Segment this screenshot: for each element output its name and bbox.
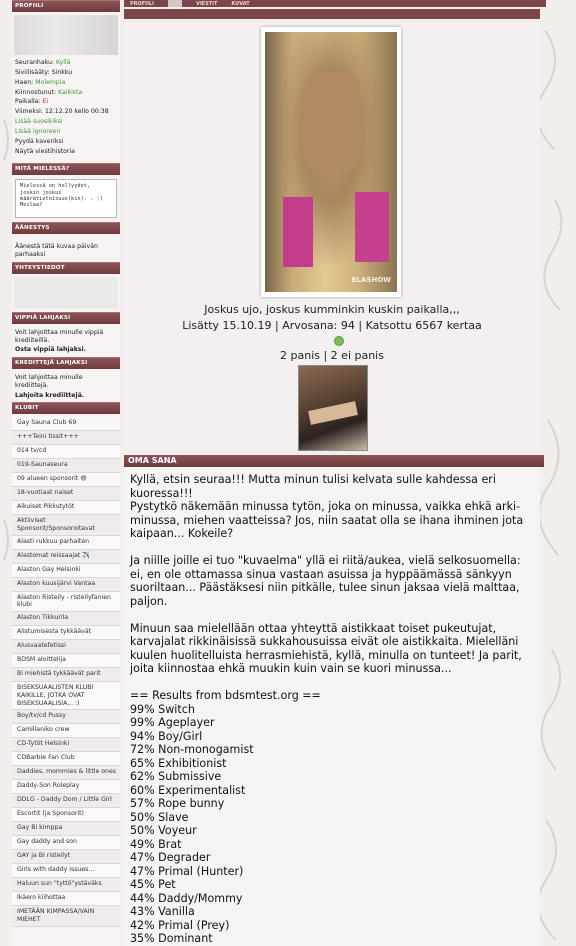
yhteystiedot-header: YHTEYSTIEDOT [12,262,120,274]
club-link[interactable]: Aktiiviset Sponsorit/Sponsoroitavat [12,515,120,536]
club-link[interactable]: BISEKSUAALISTEN KLUBI KAIKILLE, JOTKA OVAT BISEKSUAALISIA... :) [12,682,120,710]
club-link[interactable]: Alaston kuusijärvi Vantaa [12,578,120,592]
club-link[interactable]: BDSM aloittelija [12,654,120,668]
photo-image [265,32,397,292]
photo-watermark: BLASHOW [351,276,391,284]
vippi-link[interactable]: Osta vippiä lahjaksi. [15,346,86,354]
result-line: 99% Switch [130,702,195,716]
vippi-header: VIPPIÄ LAHJAKSI [12,312,120,324]
klubit-list [12,414,120,927]
oma-sana-paragraph: Minuun saa mielellään ottaa yhteyttä aistikkaat toiset pukeutujat, karvajalat rikkinäisissä sukkahousuissa eivät ole aistikkaita. Mielelläni kuulen huolitelluista herrasmiehistä, kyllä, minulla on tunteet! Ja parit, joita kiinnostaa ehkä muukin kuin vain se kuori minussa... [130,621,522,675]
info-row [15,69,117,77]
result-line: 43% Vanilla [130,905,195,918]
club-link[interactable]: 18-vuotiaat naiset [12,487,120,501]
caption-title: Joskus ujo, joskus kumminkin kuskin paikalla,,, [204,303,460,316]
oma-sana-body [124,467,540,946]
club-link[interactable]: Girls with daddy issues... [12,864,120,878]
result-line: 65% Exhibitionist [130,756,227,770]
oma-sana-paragraph: Kyllä, etsin seuraa!!! Mutta minun tulisi kelvata sulle kahdessa eri kuoressa!!! Pystytkö näkemään minussa tytön, joka on minussa, vaikka ehkä arki-minussa, miehen vaatteissa? Jos, niin saatat olla se ihana ihminen jota kaipaan... Kokeile? [130,473,524,540]
profile-actions [12,118,120,155]
nav-tab-profiili[interactable]: PROFIILI [130,0,154,7]
photo-thumbnail[interactable] [298,365,368,451]
photo-detail [283,197,313,267]
club-link[interactable]: +++Teini tissit+++ [12,431,120,445]
info-value: Kyllä [56,58,71,66]
results-list [130,703,534,946]
result-line: 42% Primal (Prey) [130,918,230,932]
club-link[interactable]: Alaston Gay Helsinki [12,564,120,578]
club-link[interactable]: Daddy-Son Roleplay [12,780,120,794]
kredit-link[interactable]: Lahjoita krediittejä. [15,391,85,399]
result-line: 60% Experimentalist [130,783,246,797]
club-link[interactable]: Alusvaatefetissi [12,640,120,654]
blurred-face [303,72,361,172]
panis-votes[interactable]: 2 panis | 2 ei panis [280,349,384,362]
club-link[interactable]: Gay Bi kimppa [12,822,120,836]
info-row [15,108,117,116]
nav-tab-viestit[interactable]: VIESTIT [195,0,218,7]
result-line: 47% Degrader [130,851,211,864]
result-line: 62% Submissive [130,770,222,783]
klubit-header: KLUBIT [12,402,120,414]
info-value: Kaikista [58,88,83,96]
club-link[interactable]: IMETÄÄN KIMPASSA/VAIN MIEHET [12,906,120,927]
result-line: 57% Rope bunny [130,797,225,810]
result-line: 49% Brat [130,837,182,851]
info-value: Ei [42,98,49,106]
club-link[interactable]: Alastomat reissaajat ✈️ [12,550,120,564]
club-link[interactable]: Haluun sun "tyttö"ystäväks [12,878,120,892]
result-line: 50% Voyeur [130,824,197,837]
photo-caption [124,302,540,334]
result-line: 50% Slave [130,810,189,824]
kredit-text: Voit lahjoittaa minulle krediittejä. [15,374,83,389]
oma-sana-paragraph: Ja niille joille ei tuo "kuvaelma" yllä ei riitä/aukea, vielä selkosuomella: ei, en ole ottamassa sinua vastaan asuissa ja hyppäämässä sänkyyn suoriltaan... Päästäksesi niin pitkälle, tulee sinun jaksaa vielä malttaa, paljon. [130,554,521,608]
photo-detail [355,192,389,262]
avatar[interactable] [14,15,118,55]
club-link[interactable]: Daddies, mommies & little ones [12,766,120,780]
thumb-detail [308,401,358,425]
yhteystiedot-box [14,277,118,309]
info-label: Seuranhaku: [15,58,55,66]
club-link[interactable]: Alaston Risteily - risteilyfanien klubi [12,592,120,613]
club-link[interactable]: Alistumisesta tykkäävät [12,626,120,640]
club-link[interactable]: CD-Tytöt Helsinki [12,738,120,752]
info-label: Paikalla: [15,98,41,106]
info-row [15,98,117,106]
online-dot-icon [334,336,344,346]
club-link[interactable]: Escortit (ja Sponsorit) [12,808,120,822]
sidebar [12,0,120,946]
club-link[interactable]: Ikäero kiihottaa [12,892,120,906]
result-line: 72% Non-monogamist [130,743,254,756]
result-line: 99% Ageplayer [130,716,215,729]
club-link[interactable]: Boy/tv/cd Pussy [12,710,120,724]
profile-info [12,59,120,116]
mieli-header: MITÄ MIELESSÄ? [12,163,120,175]
info-label: Haen: [15,78,34,86]
club-link[interactable]: CDBarbie Fan Club [12,752,120,766]
vippi-text: Voit lahjoittaa minulle vippiä krediiteillä. [15,328,104,344]
photo-panel [124,22,540,452]
nav-blur [168,0,182,7]
result-line: 45% Pet [130,878,176,891]
club-link[interactable]: DDLG - Daddy Dom / Little Girl [12,794,120,808]
profile-action-link[interactable]: Pyydä kaveriksi [15,137,64,145]
club-link[interactable]: 09 alueen sponsorit 😄 [12,473,120,487]
info-label: Kiinnostunut: [15,88,57,96]
result-line: 94% Boy/Girl [130,729,203,743]
kredit-header: KREDITTEJÄ LAHJAKSI [12,357,120,369]
profile-action-link[interactable]: Näytä viestihistoria [15,147,75,155]
profile-action-link[interactable]: Lisää suosikiksi [15,118,63,126]
club-link[interactable]: Aikuiset Pikkutytöt [12,501,120,515]
result-line: 44% Daddy/Mommy [130,891,243,905]
profile-photo[interactable] [261,27,401,297]
info-row [15,59,117,67]
mieli-text: Mielessä on hellyydet, joskin joskus määrätietoisuus(kin). . :) Meilaa? [15,179,117,218]
club-link[interactable]: Alaston Tikkurila [12,612,120,626]
results-title: == Results from bdsmtest.org == [130,689,321,702]
info-value: 12.12.20 kello 00:38 [44,108,109,116]
club-link[interactable]: Camillaniko crew [12,724,120,738]
club-link[interactable]: Gay daddy and son [12,836,120,850]
top-nav [124,0,546,7]
club-link[interactable]: 019-Saunaseura [12,459,120,473]
aanestys-header: ÄÄNESTYS [12,222,120,234]
caption-meta: Lisätty 15.10.19 | Arvosana: 94 | Katsottu 6567 kertaa [182,318,482,332]
club-link[interactable]: Bi miehistä tykkäävät parit [12,668,120,682]
club-link[interactable]: 014 tv/cd [12,445,120,459]
main-header-bar [124,9,540,19]
info-row [15,79,117,87]
club-link[interactable]: Alasti rukkuu parhaiten [12,536,120,550]
profile-action-link[interactable]: Lisää ignoreen [15,127,61,135]
info-value: Molempia [35,78,66,86]
result-line: 35% Dominant [130,932,213,945]
oma-sana-header: OMA SANA [124,455,544,467]
profile-header: PROFIILI [12,0,120,12]
club-link[interactable]: GAY ja BI risteilyt [12,850,120,864]
club-link[interactable]: Gay Sauna Club 69 [12,417,120,431]
result-line: 47% Primal (Hunter) [130,864,244,878]
vote-link[interactable]: Äänestä tätä kuvaa päivän parhaaksi [15,243,98,259]
info-label: Viimeksi: [15,108,43,116]
info-label: Siviilisääty: [15,68,50,76]
info-row [15,89,117,97]
info-value: Sinkku [51,68,73,76]
nav-tab-kuvat[interactable]: KUVAT [231,0,250,7]
